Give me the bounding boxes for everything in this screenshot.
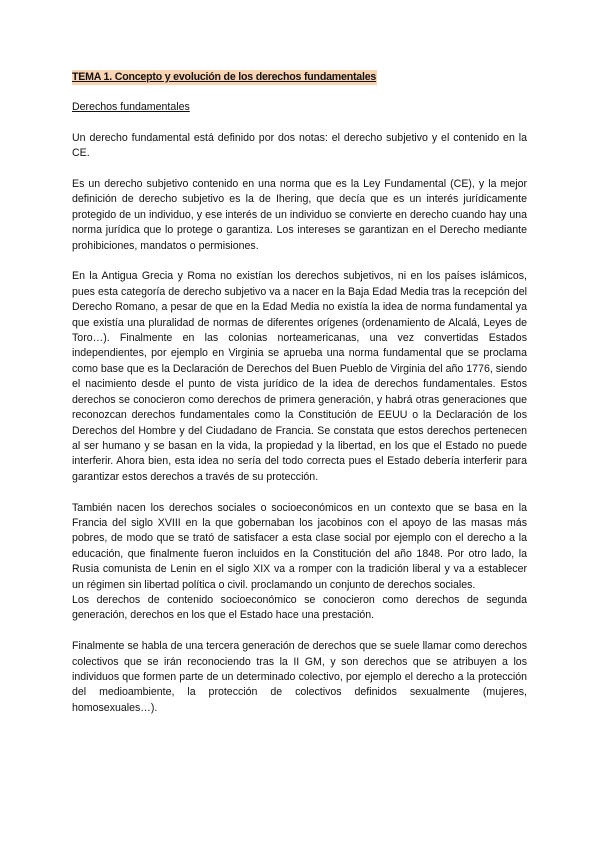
- paragraph-subjective-right: Es un derecho subjetivo contenido en una norma que es la Ley Fundamental (CE), y la mejor definición de derecho subjetivo es la de Ihering, que decía que es un interés jurídicamente protegido de un individuo, y ese interés de un individuo se convierte en derecho cuando hay una norma jurídica que lo protege o garantiza. Los intereses se garantizan en el Derecho mediante prohibiciones, mandatos o permisiones.: [72, 178, 527, 252]
- document-page: [72, 70, 527, 732]
- paragraph-history: En la Antigua Grecia y Roma no existían los derechos subjetivos, ni en los países islámicos, pues esta categoría de derecho subjetivo va a nacer en la Baja Edad Media tras la recepción del Derecho Romano, a pesar de que en la Edad Media no existía la idea de norma fundamental ya que existía una pluralidad de normas de diferentes orígenes (ordenamiento de Alcalá, Leyes de Toro…). Finalmente en las colonias norteamericanas, una vez convertidas Estados independientes, por ejemplo en Virginia se aprueba una norma fundamental que se proclama como base que es la Declaración de Derechos del Buen Pueblo de Virginia del año 1776, siendo el nacimiento desde el punto de vista jurídico de la idea de derechos fundamentales. Estos derechos se conocieron como derechos de primera generación, y habrá otras generaciones que reconozcan derechos fundamentales como la Constitución de EEUU o la Declaración de los Derechos del Hombre y del Ciudadano de Francia. Se constata que estos derechos pertenecen al ser humano y se basan en la vida, la propiedad y la libertad, en los que el Estado no puede interferir. Ahora bien, esta idea no sería del todo correcta pues el Estado debería interferir para garantizar estos derechos a través de su protección.: [72, 270, 527, 483]
- paragraph-second-generation: Los derechos de contenido socioeconómico se conocieron como derechos de segunda generación, derechos en los que el Estado hace una prestación.: [72, 593, 527, 622]
- paragraph-definition: Un derecho fundamental está definido por dos notas: el derecho subjetivo y el contenido en la CE.: [72, 131, 527, 160]
- paragraph-third-generation: Finalmente se habla de una tercera generación de derechos que se suele llamar como derechos colectivos que se irán reconociendo tras la II GM, y son derechos que se atribuyen a los individuos que formen parte de un determinado colectivo, por ejemplo el derecho a la protección del medioambiente, la protección de colectivos definidos sexualmente (mujeres, homosexuales…).: [72, 640, 527, 714]
- paragraph-social-rights: También nacen los derechos sociales o socioeconómicos en un contexto que se basa en la Francia del siglo XVIII en la que gobernaban los jacobinos con el apoyo de las masas más pobres, de modo que se trató de satisfacer a esta clase social por ejemplo con el derecho a la educación, que finalmente fueron incluidos en la Constitución del año 1848. Por otro lado, la Rusia comunista de Lenin en el siglo XIX va a romper con la tradición liberal y va a establecer un régimen sin libertad política o civil. proclamando un conjunto de derechos sociales.: [72, 501, 527, 591]
- document-title: TEMA 1. Concepto y evolución de los derechos fundamentales: [72, 70, 377, 85]
- section-heading: Derechos fundamentales: [72, 101, 190, 114]
